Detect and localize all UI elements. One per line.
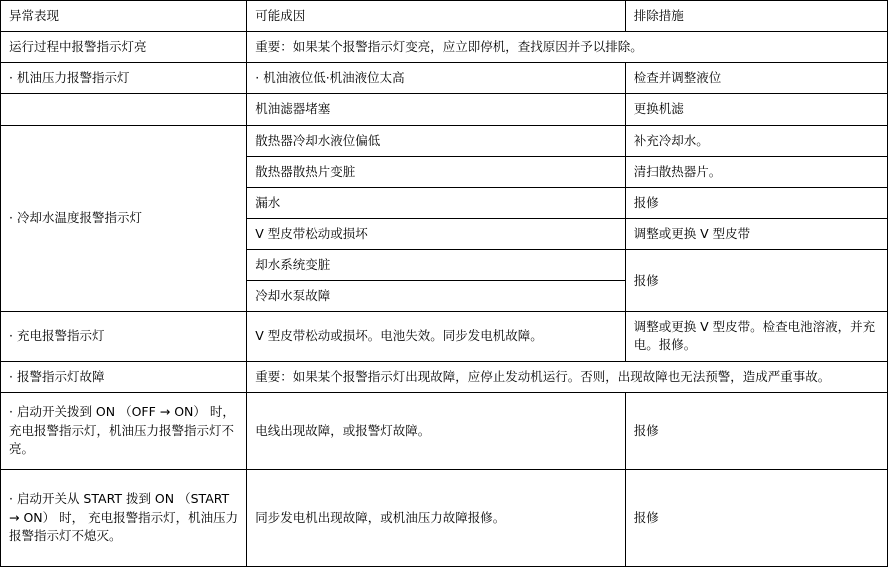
header-cell-cause: 可能成因 (247, 1, 625, 32)
cell-symptom: · 启动开关拨到 ON （OFF → ON） 时，充电报警指示灯，机油压力报警指示灯不亮。 (1, 392, 247, 469)
cell-symptom: · 报警指示灯故障 (1, 361, 247, 392)
table-row (1, 469, 888, 566)
cell-cause: 冷却水泵故障 (247, 281, 625, 312)
cell-cause: 机油滤器堵塞 (247, 94, 625, 125)
table-row (1, 63, 888, 94)
cell-symptom: 运行过程中报警指示灯亮 (1, 32, 247, 63)
cell-symptom: · 充电报警指示灯 (1, 312, 247, 361)
table-row (1, 312, 888, 361)
cell-remedy: 报修 (625, 392, 887, 469)
cell-cause: · 机油液位低·机油液位太高 (247, 63, 625, 94)
table-row (1, 392, 888, 469)
cell-cause: 散热器冷却水液位偏低 (247, 125, 625, 156)
cell-remedy: 调整或更换 V 型皮带 (625, 218, 887, 249)
cell-cause: V 型皮带松动或损坏 (247, 218, 625, 249)
table-row (1, 32, 888, 63)
header-cell-remedy: 排除措施 (625, 1, 887, 32)
table-header-row (1, 1, 888, 32)
header-cell-symptom: 异常表现 (1, 1, 247, 32)
cell-symptom: · 机油压力报警指示灯 (1, 63, 247, 94)
table-row (1, 361, 888, 392)
cell-symptom (1, 94, 247, 125)
cell-cause: 却水系统变脏 (247, 250, 625, 281)
table-row (1, 94, 888, 125)
cell-remedy: 报修 (625, 250, 887, 312)
cell-remedy: 调整或更换 V 型皮带。检查电池溶液，并充电。报修。 (625, 312, 887, 361)
cell-remedy: 清扫散热器片。 (625, 156, 887, 187)
cell-symptom: · 启动开关从 START 拨到 ON （START → ON） 时， 充电报警指示灯，机油压力报警指示灯不熄灭。 (1, 469, 247, 566)
cell-cause: 散热器散热片变脏 (247, 156, 625, 187)
table-row (1, 125, 888, 156)
cell-cause-important: 重要：如果某个报警指示灯出现故障，应停止发动机运行。否则，出现故障也无法预警，造成严重事故。 (247, 361, 888, 392)
cell-cause: 同步发电机出现故障，或机油压力故障报修。 (247, 469, 625, 566)
cell-remedy: 更换机滤 (625, 94, 887, 125)
cell-remedy: 报修 (625, 187, 887, 218)
cell-remedy: 补充冷却水。 (625, 125, 887, 156)
cell-remedy: 检查并调整液位 (625, 63, 887, 94)
cell-remedy: 报修 (625, 469, 887, 566)
cell-symptom: · 冷却水温度报警指示灯 (1, 125, 247, 312)
cell-cause: V 型皮带松动或损坏。电池失效。同步发电机故障。 (247, 312, 625, 361)
cell-cause: 漏水 (247, 187, 625, 218)
cell-cause-important: 重要：如果某个报警指示灯变亮，应立即停机，查找原因并予以排除。 (247, 32, 888, 63)
cell-cause: 电线出现故障，或报警灯故障。 (247, 392, 625, 469)
